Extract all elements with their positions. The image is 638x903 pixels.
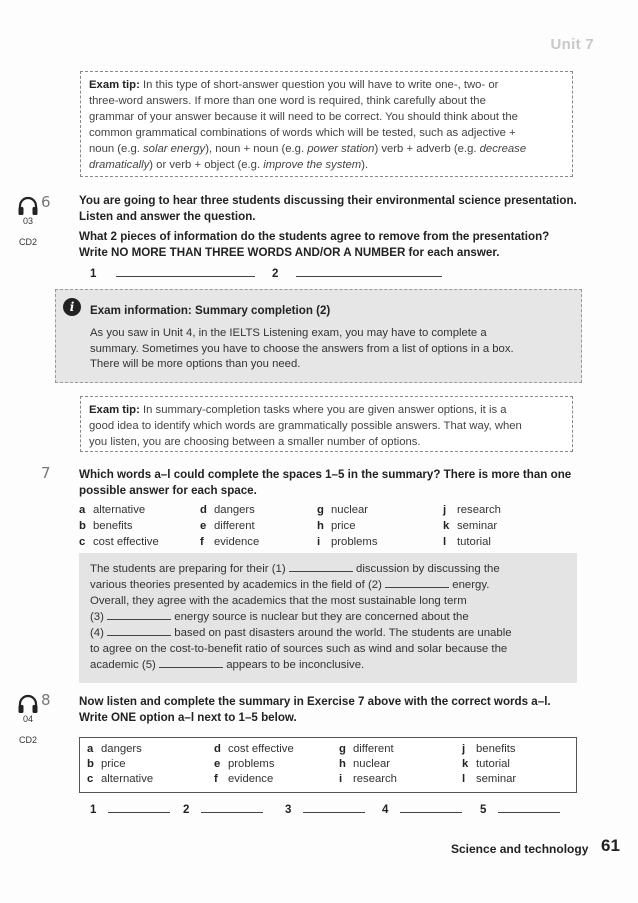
exercise-6-question: What 2 pieces of information do the students agree to remove from the presentation? Write NO MORE THAN THREE WORDS AND/OR A NUMBER for each answer. (79, 230, 550, 259)
summary-blank-5[interactable] (159, 657, 223, 668)
tip-text: noun (e.g. solar energy), noun + noun (e.g. power station) verb + adverb (e.g. decrease (89, 143, 527, 155)
option-item: h nuclear (339, 758, 391, 770)
option-item: e problems (214, 758, 275, 770)
summary-blank-2[interactable] (385, 577, 449, 588)
summary-box: The students are preparing for their (1) discussion by discussing the various theories presented by academics in the field of (2) energy. Overall, they agree with the academics that the most sustainable long term (3) energy source is nuclear but they are concerned about the (4) based on past disasters around the world. The students are unable to agree on the cost-to-benefit ratio of sources such as wind and solar because the academic (5) appears to be inconclusive. (79, 553, 577, 683)
option-item: a alternative (79, 504, 146, 516)
summary-blank-3[interactable] (107, 609, 171, 620)
info-body: As you saw in Unit 4, in the IELTS Listening exam, you may have to complete a summary. Sometimes you have to choose the answers from a list of options in a box. There will be more options than you need. (90, 327, 514, 370)
exam-tip-label: Exam tip: (89, 79, 140, 91)
option-item: k seminar (443, 520, 498, 532)
exercise-7-options (79, 504, 577, 554)
option-item: d cost effective (214, 743, 294, 755)
tip-text: In summary-completion tasks where you are given answer options, it is a (143, 404, 507, 416)
exercise-number: 6 (41, 193, 51, 211)
ex8-answer-5[interactable]: 5 (480, 802, 560, 816)
exam-tip-label: Exam tip: (89, 404, 140, 416)
tip-text: you listen, you are choosing between a smaller number of options. (89, 436, 421, 448)
headphones-icon (17, 694, 39, 714)
exam-tip-box-2 (80, 396, 573, 452)
option-item: b benefits (79, 520, 133, 532)
info-title: Exam information: Summary completion (2) (90, 304, 331, 317)
option-item: c alternative (87, 773, 154, 785)
tip-text: grammar of your answer because it will need to be correct. You should think about the (89, 111, 518, 123)
option-item: g nuclear (317, 504, 369, 516)
headphones-icon (17, 196, 39, 216)
page-number: 61 (601, 836, 620, 855)
answer-line-2[interactable]: 2 (272, 266, 442, 280)
ex8-answer-2[interactable]: 2 (183, 802, 263, 816)
option-item: b price (87, 758, 126, 770)
ex8-answer-3[interactable]: 3 (285, 802, 365, 816)
option-item: a dangers (87, 743, 142, 755)
tip-text: In this type of short-answer question you will have to write one-, two- or (143, 79, 499, 91)
option-item: j research (443, 504, 501, 516)
option-item: j benefits (462, 743, 516, 755)
option-item: k tutorial (462, 758, 510, 770)
summary-blank-4[interactable] (107, 625, 171, 636)
tip-text: dramatically) or verb + object (e.g. improve the system). (89, 159, 369, 171)
ex8-answer-4[interactable]: 4 (382, 802, 462, 816)
option-item: c cost effective (79, 536, 159, 548)
option-item: l tutorial (443, 536, 491, 548)
exercise-8-options-box (79, 737, 577, 793)
option-item: l seminar (462, 773, 517, 785)
option-item: f evidence (200, 536, 260, 548)
tip-text: three-word answers. If more than one word is required, think carefully about the (89, 95, 486, 107)
cd-label: CD2 (18, 237, 37, 247)
exercise-8-instructions: Now listen and complete the summary in Exercise 7 above with the correct words a–l. Write ONE option a–l next to 1–5 below. (79, 695, 551, 724)
answer-line-1[interactable]: 1 (90, 266, 255, 280)
tip-text: common grammatical combinations of words which will be tested, such as adjective + (89, 127, 516, 139)
option-item: g different (339, 743, 394, 755)
exercise-7-instructions: Which words a–l could complete the spaces 1–5 in the summary? There is more than one possible answer for each space. (79, 468, 572, 497)
info-icon: i (63, 298, 81, 316)
option-item: i research (339, 773, 397, 785)
exam-tip-box-1 (80, 71, 573, 177)
exercise-6-instructions: You are going to hear three students discussing their environmental science presentation. Listen and answer the question. (79, 194, 577, 223)
option-item: i problems (317, 536, 378, 548)
option-item: d dangers (200, 504, 255, 516)
exercise-number: 8 (41, 691, 51, 709)
summary-blank-1[interactable] (289, 561, 353, 572)
exercise-number: 7 (41, 464, 51, 482)
option-item: e different (200, 520, 255, 532)
tip-text: good idea to identify which words are grammatically possible answers. That way, when (89, 420, 522, 432)
option-item: f evidence (214, 773, 274, 785)
option-item: h price (317, 520, 356, 532)
cd-label: CD2 (18, 735, 37, 745)
footer-section-title: Science and technology (451, 842, 589, 856)
exam-information-box (55, 289, 582, 383)
track-number: 04 (22, 714, 33, 724)
ex8-answer-1[interactable]: 1 (90, 802, 170, 816)
track-number: 03 (22, 216, 33, 226)
unit-label: Unit 7 (550, 36, 594, 53)
